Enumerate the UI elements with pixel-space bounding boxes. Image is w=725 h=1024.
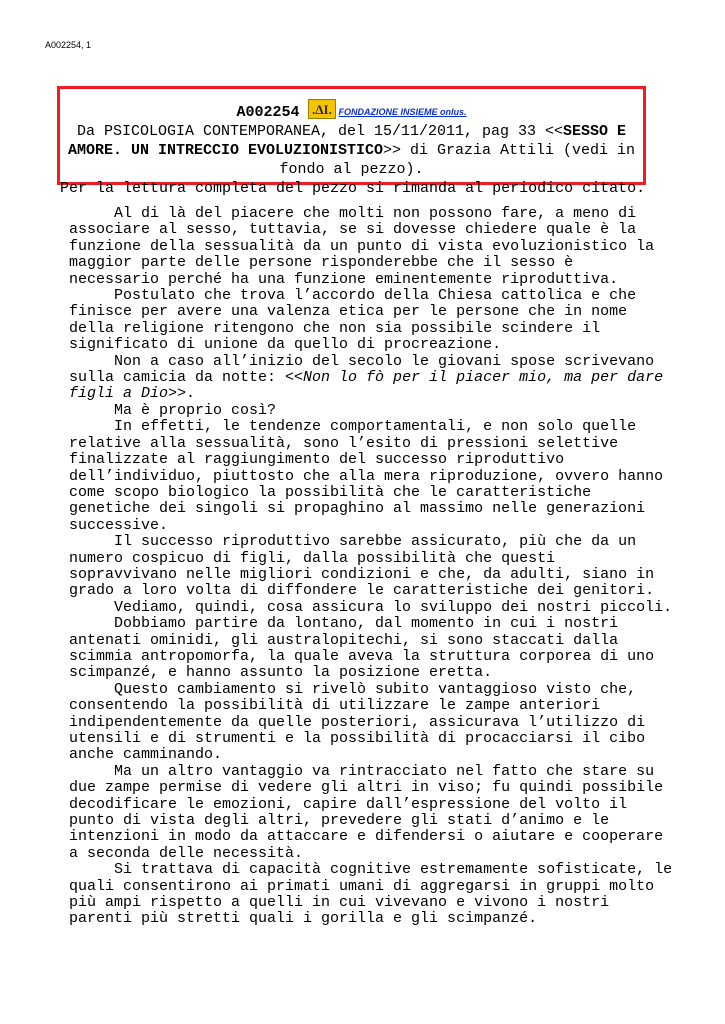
- page-label: A002254, 1: [45, 40, 92, 50]
- text-line: Vediamo, quindi, cosa assicura lo sviluppo dei nostri piccoli.: [69, 598, 673, 616]
- text-line: Postulato che trova l’accordo della Chiesa cattolica e che: [69, 287, 637, 305]
- text-line: della religione ritengono che non sia possibile scindere il: [69, 319, 601, 337]
- text-line: come scopo biologico la possibilità che le caratteristiche: [69, 483, 592, 501]
- text-line: In effetti, le tendenze comportamentali, e non solo quelle: [69, 418, 637, 436]
- text-line: Il successo riproduttivo sarebbe assicurato, più che da un: [69, 533, 637, 551]
- text-line: finalizzate al raggiungimento del successo riproduttivo: [69, 451, 565, 469]
- text-line: [69, 370, 669, 386]
- text-line: intenzioni in modo da attaccare e difendersi o aiutare e cooperare: [69, 828, 664, 846]
- text-line: Questo cambiamento si rivelò subito vantaggioso visto che,: [69, 680, 637, 698]
- header-box: [57, 86, 646, 197]
- header-line-4: fondo al pezzo).: [279, 161, 424, 178]
- text-segment: >>.: [168, 385, 196, 403]
- text-line: quali consentirono ai primati umani di aggregarsi in gruppi molto: [69, 877, 655, 895]
- text-line: relative alla sessualità, sono l’esito di pressioni selettive: [69, 434, 619, 452]
- header-line-3: [60, 141, 643, 160]
- title-part-1: SESSO E: [563, 123, 627, 140]
- text-line: genetiche dei singoli si propaghino al massimo nelle generazioni: [69, 500, 646, 518]
- text-line: antenati ominidi, gli australopitechi, si sono staccati dalla: [69, 631, 619, 649]
- doc-code: A002254: [236, 104, 300, 121]
- text-line: numero cospicuo di figli, dalla possibilità che questi: [69, 549, 556, 567]
- text-line: scimpanzé, e hanno assunto la posizione eretta.: [69, 664, 493, 682]
- text-segment: sulla camicia da notte: <<: [69, 369, 304, 387]
- fondazione-link[interactable]: FONDAZIONE INSIEME onlus.: [338, 107, 467, 117]
- text-line: grado a loro volta di diffondere le caratteristiche dei genitori.: [69, 582, 655, 600]
- text-line: Al di là del piacere che molti non possono fare, a meno di: [69, 205, 637, 222]
- text-line: indipendentemente da quelle posteriori, assicurava l’utilizzo di: [69, 713, 646, 731]
- quote-italic: Non lo fò per il piacer mio, ma per dare: [303, 369, 664, 387]
- text-line: scimmia antropomorfa, la quale aveva la struttura corporea di uno: [69, 647, 655, 665]
- text-line: punto di vista degli altri, prevedere gli stati d’animo e le: [69, 812, 610, 830]
- text-line: parenti più stretti quali i gorilla e gli scimpanzé.: [69, 910, 538, 928]
- logo-text: .ΔI.: [311, 102, 332, 117]
- source-prefix: Da PSICOLOGIA CONTEMPORANEA, del 15/11/2011, pag 33 <<: [76, 123, 564, 140]
- text-line: consentendo la possibilità di utilizzare le zampe anteriori: [69, 697, 601, 715]
- title-part-2: AMORE. UN INTRECCIO EVOLUZIONISTICO: [67, 142, 383, 159]
- header-line-2: [60, 122, 643, 141]
- header-line-1: [60, 99, 643, 122]
- text-line: finisce per avere una valenza etica per le persone che in nome: [69, 303, 628, 321]
- text-line: successive.: [69, 516, 169, 534]
- author-suffix: >> di Grazia Attili (vedi in: [383, 142, 636, 159]
- text-line: Ma è proprio così?: [69, 401, 277, 419]
- text-line: anche camminando.: [69, 746, 223, 764]
- text-line: maggior parte delle persone risponderebbe che il sesso è: [69, 254, 574, 272]
- text-line: significato di unione da quello di procreazione.: [69, 336, 502, 354]
- text-line: Non a caso all’inizio del secolo le giovani spose scrivevano: [69, 352, 655, 370]
- header-note: Per la lettura completa del pezzo si rimanda al periodico citato.: [60, 180, 646, 197]
- fondazione-logo-icon: [308, 99, 336, 119]
- text-line: dell’individuo, piuttosto che alla mera riproduzione, ovvero hanno: [69, 467, 664, 485]
- text-line: decodificare le emozioni, capire dall’espressione del volto il: [69, 795, 628, 813]
- text-line: necessario perché ha una funzione eminentemente riproduttiva.: [69, 270, 619, 288]
- text-line: a seconda delle necessità.: [69, 844, 304, 862]
- text-line: associare al sesso, tuttavia, se si dovesse chiedere quale è la: [69, 221, 637, 239]
- text-line: più ampi rispetto a quelli in cui vivevano e vivono i nostri: [69, 894, 610, 912]
- text-line: utensili e di strumenti e la possibilità di procacciarsi il cibo: [69, 730, 646, 747]
- text-line: Dobbiamo partire da lontano, dal momento in cui i nostri: [69, 615, 619, 633]
- text-line: Ma un altro vantaggio va rintracciato nel fatto che stare su: [69, 762, 655, 780]
- text-line: [69, 386, 669, 402]
- quote-italic: figli a Dio: [69, 385, 169, 403]
- text-line: sopravvivano nelle migliori condizioni e che, da adulti, siano in: [69, 565, 655, 583]
- text-line: funzione della sessualità da un punto di vista evoluzionistico la: [69, 237, 655, 255]
- text-line: Si trattava di capacità cognitive estremamente sofisticate, le: [69, 861, 673, 879]
- article-body: [69, 205, 673, 928]
- text-line: due zampe permise di vedere gli altri in viso; fu quindi possibile: [69, 779, 664, 797]
